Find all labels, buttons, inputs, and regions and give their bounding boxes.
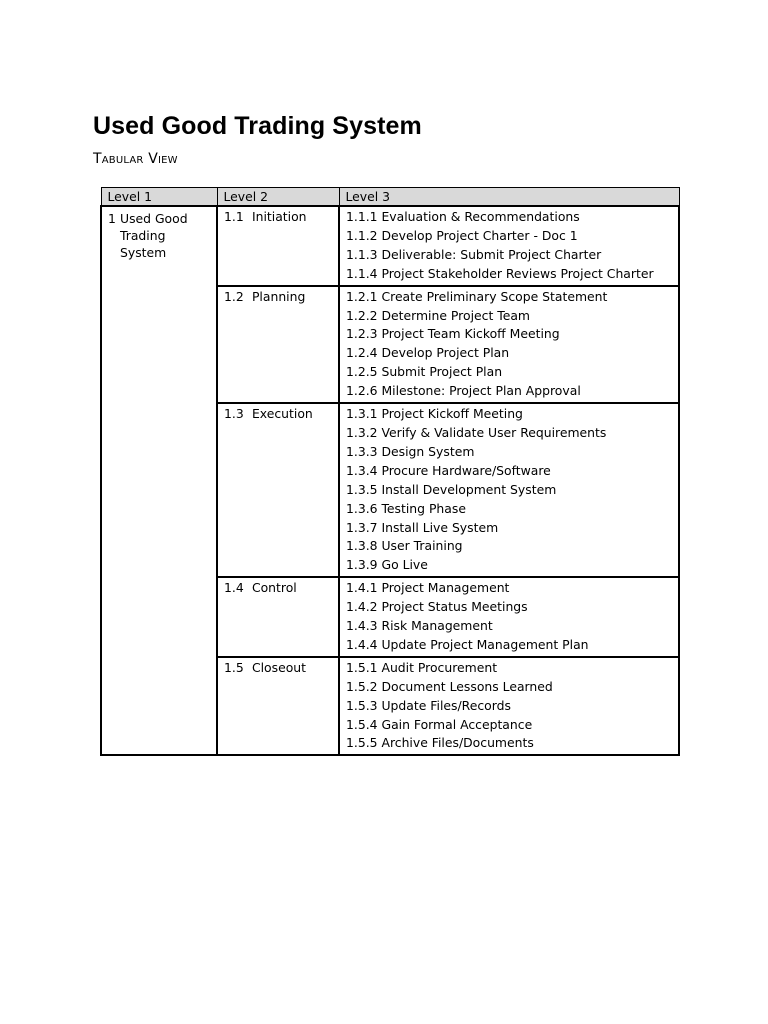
- page-title: Used Good Trading System: [93, 112, 422, 140]
- level-2-cell: [217, 577, 339, 657]
- level-2-label: Planning: [251, 288, 306, 304]
- level-3-list: [346, 207, 672, 285]
- level-3-cell: [339, 657, 679, 756]
- level-3-item: 1.2.6 Milestone: Project Plan Approval: [346, 383, 581, 399]
- level-3-item: 1.2.5 Submit Project Plan: [346, 364, 503, 380]
- level-3-item: 1.4.3 Risk Management: [346, 618, 493, 634]
- level-3-item: 1.5.3 Update Files/Records: [346, 697, 511, 713]
- level-2-label: Control: [251, 580, 297, 596]
- level-2-label: Closeout: [251, 659, 306, 675]
- header-level-1: Level 1: [101, 188, 217, 207]
- level-3-item: 1.1.4 Project Stakeholder Reviews Project Charter: [346, 265, 654, 281]
- level-3-item: 1.5.5 Archive Files/Documents: [346, 735, 534, 751]
- level-3-item: 1.1.2 Develop Project Charter - Doc 1: [346, 227, 578, 243]
- level-2-cell: [217, 403, 339, 577]
- level-3-cell: [339, 403, 679, 577]
- level-3-item: 1.3.2 Verify & Validate User Requirements: [346, 424, 607, 440]
- level-2-cell: [217, 206, 339, 286]
- level-1-entry: [108, 210, 210, 261]
- level-3-item: 1.3.6 Testing Phase: [346, 500, 466, 516]
- header-level-3: Level 3: [339, 188, 679, 207]
- header-level-2: Level 2: [217, 188, 339, 207]
- level-3-cell: [339, 286, 679, 403]
- section-subtitle: Tabular View: [93, 151, 178, 167]
- level-2-cell: [217, 286, 339, 403]
- level-2-number: 1.3: [224, 406, 244, 422]
- level-3-cell: [339, 206, 679, 286]
- level-3-item: 1.5.1 Audit Procurement: [346, 659, 498, 675]
- level-3-list: [346, 287, 672, 402]
- level-3-item: 1.2.3 Project Team Kickoff Meeting: [346, 326, 560, 342]
- level-1-cell: [101, 206, 217, 755]
- table-header: [101, 188, 679, 207]
- level-2-label: Execution: [251, 406, 313, 422]
- level-3-item: 1.4.2 Project Status Meetings: [346, 599, 528, 615]
- level-3-cell: [339, 577, 679, 657]
- level-3-list: [346, 404, 672, 576]
- table-body: [101, 206, 679, 755]
- level-3-item: 1.3.7 Install Live System: [346, 519, 499, 535]
- level-3-item: 1.2.4 Develop Project Plan: [346, 345, 510, 361]
- level-3-item: 1.4.1 Project Management: [346, 580, 510, 596]
- level-3-list: [346, 578, 672, 656]
- level-2-number: 1.4: [224, 580, 244, 596]
- wbs-table: [100, 187, 680, 756]
- level-3-item: 1.3.1 Project Kickoff Meeting: [346, 406, 523, 422]
- level-3-item: 1.2.1 Create Preliminary Scope Statement: [346, 288, 608, 304]
- level-1-label: Used Good Trading System: [120, 211, 188, 260]
- level-2-cell: [217, 657, 339, 756]
- level-3-item: 1.3.4 Procure Hardware/Software: [346, 462, 551, 478]
- level-3-item: 1.1.1 Evaluation & Recommendations: [346, 209, 580, 224]
- level-2-number: 1.2: [224, 288, 244, 304]
- level-3-item: 1.3.5 Install Development System: [346, 481, 557, 497]
- level-2-label: Initiation: [251, 209, 307, 224]
- level-3-item: 1.3.3 Design System: [346, 443, 475, 459]
- level-3-item: 1.4.4 Update Project Management Plan: [346, 636, 589, 652]
- level-2-number: 1.5: [224, 659, 244, 675]
- level-3-item: 1.1.3 Deliverable: Submit Project Charter: [346, 246, 602, 262]
- level-3-list: [346, 658, 672, 755]
- level-2-number: 1.1: [224, 209, 244, 224]
- level-1-number: 1: [108, 211, 116, 226]
- level-3-item: 1.3.9 Go Live: [346, 557, 428, 573]
- table-row: [101, 206, 679, 286]
- level-3-item: 1.2.2 Determine Project Team: [346, 307, 530, 323]
- level-3-item: 1.5.4 Gain Formal Acceptance: [346, 716, 533, 732]
- level-3-item: 1.3.8 User Training: [346, 538, 463, 554]
- header-row: [101, 188, 679, 207]
- level-3-item: 1.5.2 Document Lessons Learned: [346, 678, 553, 694]
